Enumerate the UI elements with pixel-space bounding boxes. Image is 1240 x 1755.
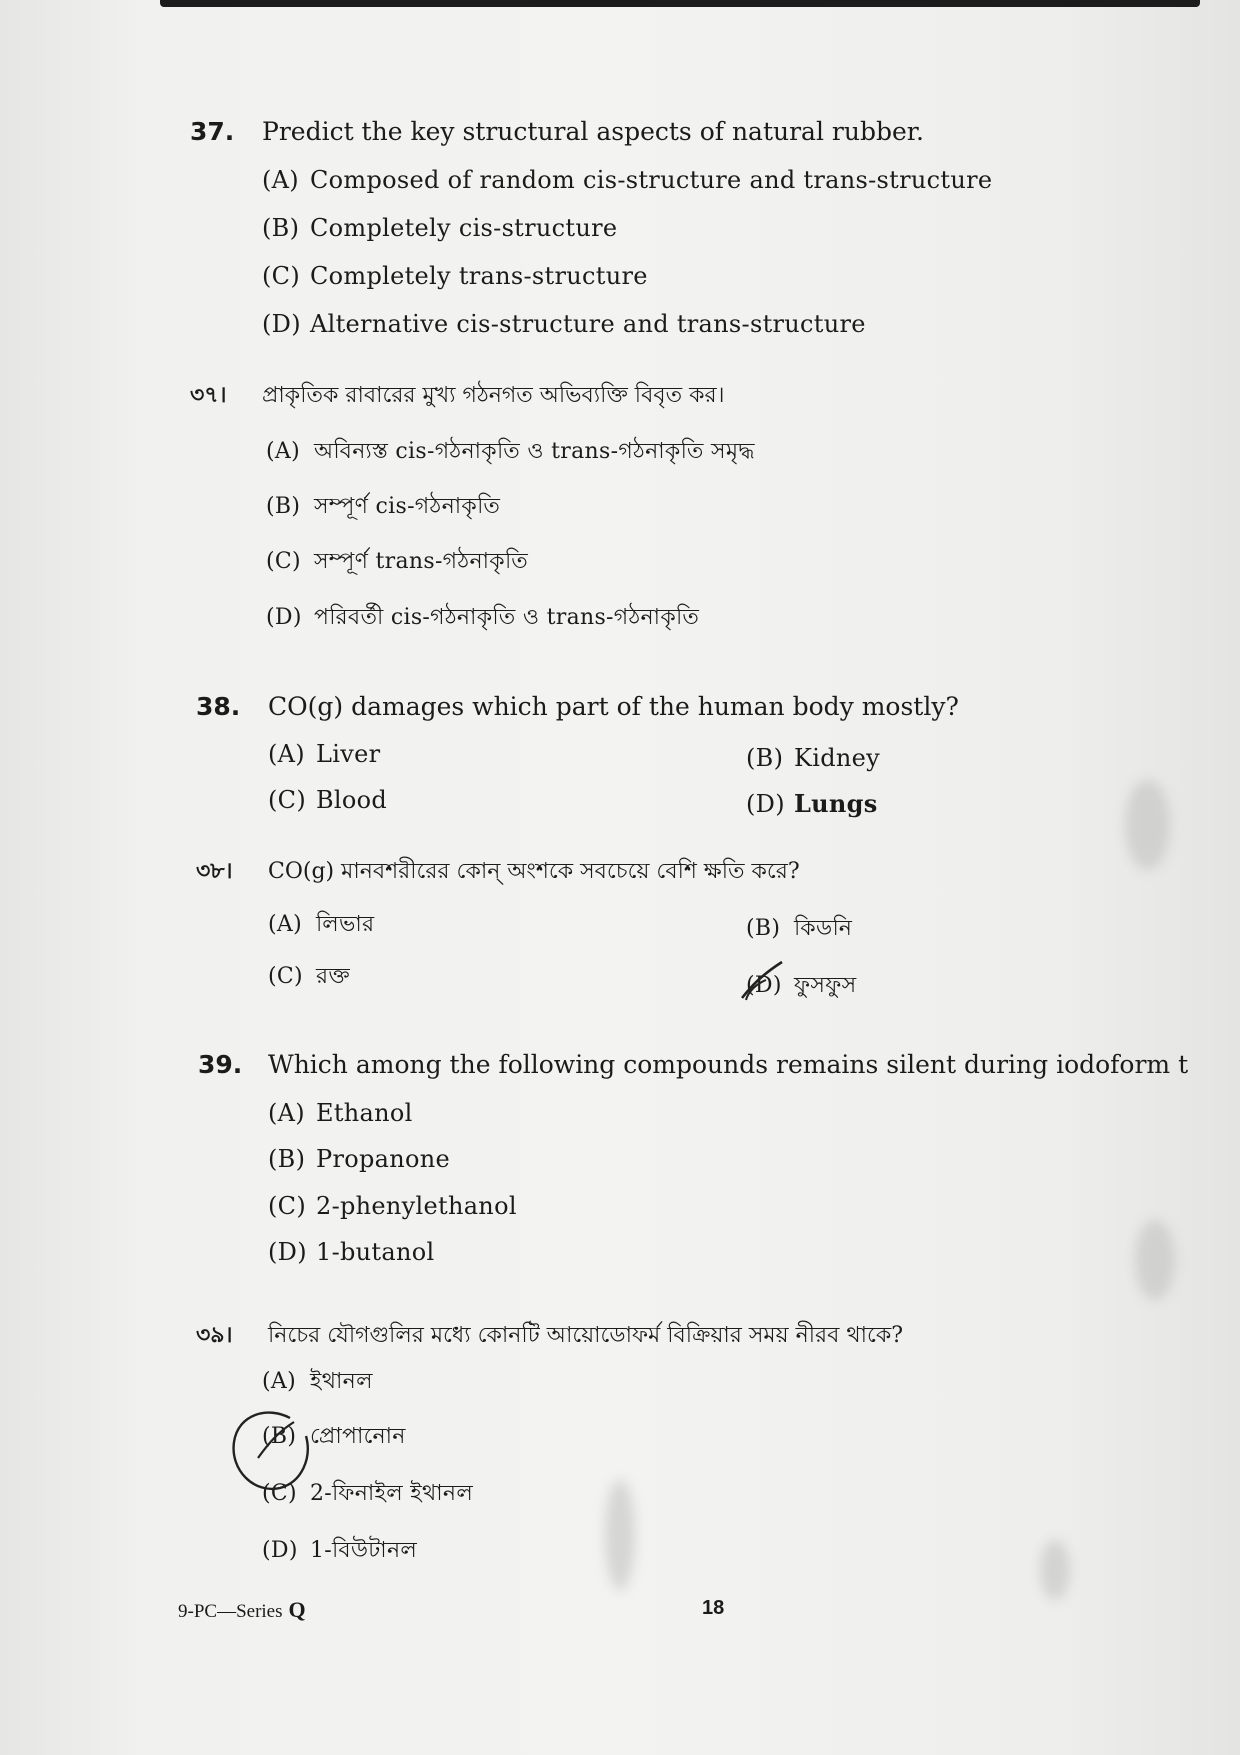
option-label: (B) (262, 1424, 297, 1449)
option-label: (C) (268, 964, 303, 989)
option-text: Lungs (794, 789, 878, 818)
option-label: (B) (268, 1145, 306, 1173)
option-label: (D) (746, 973, 782, 998)
option-text: Liver (316, 740, 381, 768)
scan-top-edge (160, 0, 1200, 7)
option-label: (A) (268, 740, 305, 768)
option-label: (A) (262, 166, 299, 194)
question-text: Predict the key structural aspects of natural rubber. (262, 117, 924, 146)
handwritten-tick-mark (736, 958, 788, 1006)
option-text: Alternative cis-structure and trans-structure (310, 310, 866, 338)
option-b (262, 213, 617, 243)
option-text: Propanone (316, 1145, 451, 1173)
option-label: (A) (266, 439, 300, 464)
question-text: CO(g) মানবশরীরের কোন্ অংশকে সবচেয়ে বেশি ক্ষতি করে? (268, 859, 800, 884)
handwritten-circle-mark (228, 1400, 318, 1504)
option-label: (C) (268, 1192, 306, 1220)
option-text: পরিবর্তী cis-গঠনাকৃতি ও trans-গঠনাকৃতি (314, 605, 700, 630)
option-a (268, 739, 380, 769)
option-c (266, 547, 528, 577)
scan-smudge (605, 1480, 635, 1590)
question-text: CO(g) damages which part of the human body mostly? (268, 692, 959, 721)
option-label: (D) (262, 1538, 298, 1563)
option-text: Ethanol (316, 1099, 413, 1127)
option-label: (B) (266, 494, 301, 519)
option-text: Composed of random cis-structure and trans-structure (310, 166, 993, 194)
question-number: 39. (198, 1050, 243, 1079)
scan-smudge (1125, 780, 1170, 870)
question-number: ৩৯। (196, 1323, 233, 1348)
option-text: রক্ত (316, 964, 351, 989)
option-label: (D) (746, 790, 785, 818)
series-letter: Q (288, 1597, 306, 1622)
option-label: (D) (266, 605, 302, 630)
option-text: ফুসফুস (794, 973, 857, 998)
option-d (262, 309, 866, 339)
option-d (268, 1237, 434, 1267)
option-label: (A) (268, 912, 302, 937)
option-label: (A) (262, 1369, 296, 1394)
option-c (262, 261, 648, 291)
option-b (746, 914, 852, 944)
option-d (746, 789, 878, 819)
page-number: 18 (702, 1597, 725, 1619)
option-text: Blood (316, 786, 388, 814)
option-label: (C) (266, 549, 301, 574)
option-a (268, 1098, 413, 1128)
option-text: ইথানল (310, 1369, 373, 1394)
option-text: Kidney (794, 744, 880, 772)
option-label: (C) (268, 786, 306, 814)
option-b (266, 492, 500, 522)
option-text: Completely cis-structure (310, 214, 618, 242)
question-number: ৩৮। (196, 859, 233, 884)
option-text: প্রোপানোন (310, 1424, 406, 1449)
option-b (268, 1144, 450, 1174)
question-number: ৩৭। (190, 383, 227, 408)
question-text: নিচের যৌগগুলির মধ্যে কোনটি আয়োডোফর্ম বিক্রিয়ার সময় নীরব থাকে? (268, 1323, 904, 1348)
option-text: Completely trans-structure (310, 262, 648, 290)
option-d (262, 1536, 417, 1566)
option-a (268, 910, 374, 940)
option-label: (D) (268, 1238, 307, 1266)
option-c (268, 962, 350, 992)
option-label: (C) (262, 1481, 297, 1506)
option-text: সম্পূর্ণ cis-গঠনাকৃতি (314, 494, 501, 519)
option-label: (D) (262, 310, 301, 338)
series-prefix: 9-PC—Series (178, 1601, 283, 1622)
option-text: 2-ফিনাইল ইথানল (310, 1481, 474, 1506)
option-label: (A) (268, 1099, 305, 1127)
option-text: কিডনি (794, 916, 853, 941)
footer-series (178, 1597, 306, 1623)
option-label: (B) (746, 744, 784, 772)
option-a (262, 1367, 373, 1397)
option-c (268, 785, 387, 815)
option-text: 2-phenylethanol (316, 1192, 517, 1220)
scan-smudge (1040, 1540, 1070, 1600)
option-c (268, 1191, 517, 1221)
question-number: 37. (190, 117, 235, 146)
option-label: (B) (746, 916, 781, 941)
question-text: প্রাকৃতিক রাবারের মুখ্য গঠনগত অভিব্যক্তি বিবৃত কর। (262, 383, 725, 408)
option-label: (B) (262, 214, 300, 242)
option-text: 1-বিউটানল (310, 1538, 418, 1563)
option-b (746, 743, 880, 773)
option-label: (C) (262, 262, 300, 290)
question-number: 38. (196, 692, 241, 721)
option-a (262, 165, 992, 195)
question-text: Which among the following compounds remains silent during iodoform t (268, 1050, 1189, 1079)
option-text: 1-butanol (316, 1238, 435, 1266)
option-text: সম্পূর্ণ trans-গঠনাকৃতি (314, 549, 529, 574)
option-text: লিভার (316, 912, 375, 937)
option-d (266, 603, 699, 633)
option-a (266, 437, 755, 467)
option-text: অবিন্যস্ত cis-গঠনাকৃতি ও trans-গঠনাকৃতি সমৃদ্ধ (314, 439, 755, 464)
scan-smudge (1135, 1220, 1175, 1300)
